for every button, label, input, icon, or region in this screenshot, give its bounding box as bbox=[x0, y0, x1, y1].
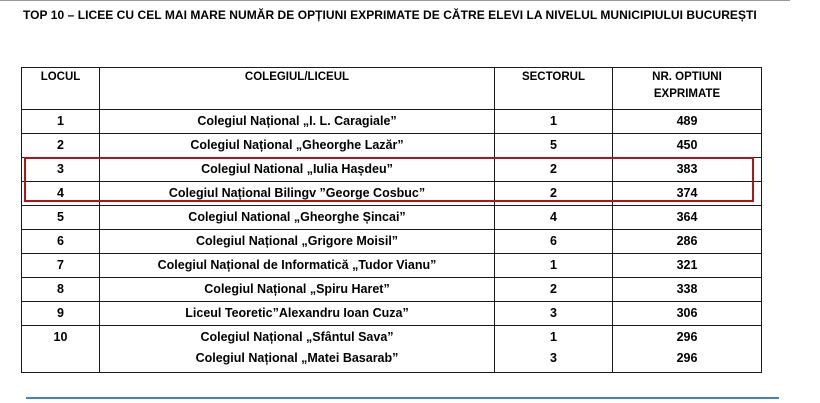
cell-options: 286 bbox=[613, 230, 762, 254]
cell-school: Colegiul National „Gheorghe Șincai” bbox=[100, 206, 495, 230]
table-row bbox=[22, 230, 762, 254]
cell-school: Colegiul Național de Informatică „Tudor Vianu” bbox=[100, 254, 495, 278]
table-row bbox=[22, 206, 762, 230]
cell-options: 338 bbox=[613, 278, 762, 302]
cell-sector: 4 bbox=[495, 206, 613, 230]
header-sector: SECTORUL bbox=[495, 68, 613, 110]
cell-sector: 1 bbox=[495, 110, 613, 134]
cell-rank: 2 bbox=[22, 134, 100, 158]
sector-entry: 1 bbox=[550, 330, 557, 344]
cell-options: 364 bbox=[613, 206, 762, 230]
cell-sector: 5 bbox=[495, 134, 613, 158]
school-entry: Colegiul Național „Sfântul Sava” bbox=[200, 330, 394, 344]
table-row bbox=[22, 110, 762, 134]
cell-rank: 4 bbox=[22, 182, 100, 206]
cell-options: 321 bbox=[613, 254, 762, 278]
cell-options: 306 bbox=[613, 302, 762, 326]
cell-school: Colegiul Național „Spiru Haret” bbox=[100, 278, 495, 302]
cell-sector: 3 bbox=[495, 302, 613, 326]
table-row bbox=[22, 134, 762, 158]
options-entry: 296 bbox=[676, 330, 698, 344]
table-row bbox=[22, 278, 762, 302]
cell-options: 489 bbox=[613, 110, 762, 134]
sector-entry: 3 bbox=[550, 351, 557, 365]
cell-school bbox=[100, 326, 495, 373]
cell-school: Colegiul Național „Grigore Moisil” bbox=[100, 230, 495, 254]
cell-rank: 3 bbox=[22, 158, 100, 182]
cell-options: 450 bbox=[613, 134, 762, 158]
ranking-table bbox=[21, 67, 762, 373]
cell-rank: 9 bbox=[22, 302, 100, 326]
header-school: COLEGIUL/LICEUL bbox=[100, 68, 495, 110]
cell-sector: 6 bbox=[495, 230, 613, 254]
cell-sector bbox=[495, 326, 613, 373]
cell-sector: 2 bbox=[495, 278, 613, 302]
cell-sector: 1 bbox=[495, 254, 613, 278]
cell-rank: 7 bbox=[22, 254, 100, 278]
document-title: TOP 10 – LICEE CU CEL MAI MARE NUMĂR DE OPȚIUNI EXPRIMATE DE CĂTRE ELEVI LA NIVELUL MUNICIPIULUI BUCUREȘTI bbox=[23, 8, 757, 22]
top-divider bbox=[0, 0, 790, 1]
table-row-rank-10 bbox=[22, 326, 762, 373]
header-options-line1: NR. OPTIUNI bbox=[652, 71, 722, 83]
table-row bbox=[22, 302, 762, 326]
cell-sector: 2 bbox=[495, 182, 613, 206]
cell-rank: 1 bbox=[22, 110, 100, 134]
bottom-divider bbox=[26, 397, 779, 399]
table-row bbox=[22, 182, 762, 206]
table-row bbox=[22, 158, 762, 182]
cell-school: Colegiul Național Bilingv ”George Cosbuc” bbox=[100, 182, 495, 206]
cell-options bbox=[613, 326, 762, 373]
cell-rank: 10 bbox=[22, 326, 100, 373]
table-header-row bbox=[22, 68, 762, 110]
cell-school: Colegiul Național „I. L. Caragiale” bbox=[100, 110, 495, 134]
cell-options: 374 bbox=[613, 182, 762, 206]
cell-school: Colegiul Național „Gheorghe Lazăr” bbox=[100, 134, 495, 158]
options-entry: 296 bbox=[676, 351, 698, 365]
cell-rank: 5 bbox=[22, 206, 100, 230]
header-rank: LOCUL bbox=[22, 68, 100, 110]
cell-school: Liceul Teoretic”Alexandru Ioan Cuza” bbox=[100, 302, 495, 326]
header-options-line2: EXPRIMATE bbox=[653, 88, 721, 100]
table-row bbox=[22, 254, 762, 278]
cell-rank: 6 bbox=[22, 230, 100, 254]
header-options bbox=[613, 68, 762, 110]
cell-school: Colegiul National „Iulia Hașdeu” bbox=[100, 158, 495, 182]
cell-rank: 8 bbox=[22, 278, 100, 302]
cell-options: 383 bbox=[613, 158, 762, 182]
school-entry: Colegiul Național „Matei Basarab” bbox=[195, 351, 399, 365]
cell-sector: 2 bbox=[495, 158, 613, 182]
